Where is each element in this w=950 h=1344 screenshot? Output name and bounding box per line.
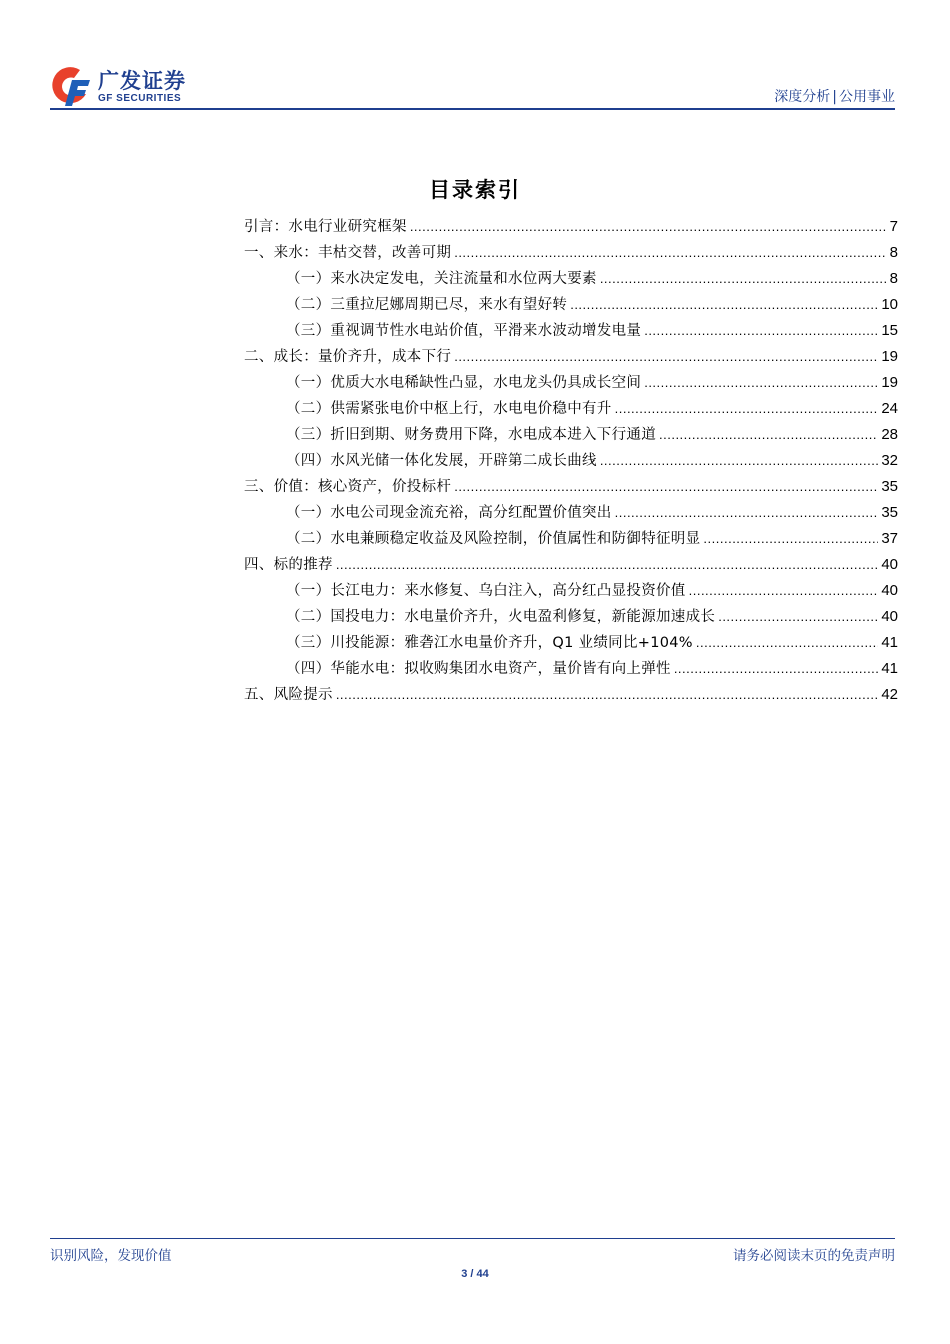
toc-leader-dots — [615, 396, 879, 422]
toc-entry-page: 19 — [881, 374, 898, 391]
toc-entry-page: 19 — [881, 348, 898, 365]
toc-entry-label: （一）长江电力：来水修复、乌白注入，高分红凸显投资价值 — [286, 583, 686, 599]
toc-entry-label: （三）折旧到期、财务费用下降，水电成本进入下行通道 — [286, 427, 656, 443]
toc-entry-label: （三）重视调节性水电站价值，平滑来水波动增发电量 — [286, 323, 642, 339]
toc-entry-label: （二）国投电力：水电量价齐升，火电盈利修复，新能源加速成长 — [286, 609, 716, 625]
toc-entry[interactable] — [244, 240, 898, 266]
toc-entry-page: 41 — [881, 660, 898, 677]
company-logo — [50, 64, 210, 108]
toc-entry-page: 41 — [881, 634, 898, 651]
toc-entry[interactable] — [244, 656, 898, 682]
toc-entry-page: 40 — [881, 556, 898, 573]
toc-entry-page: 24 — [881, 400, 898, 417]
report-sector: 公用事业 — [839, 89, 895, 105]
toc-entry-label: 一、来水：丰枯交替，改善可期 — [244, 245, 452, 261]
toc-entry[interactable] — [244, 396, 898, 422]
toc-title: 目录索引 — [429, 178, 521, 202]
toc-entry[interactable] — [244, 552, 898, 578]
toc-entry-label: （一）来水决定发电，关注流量和水位两大要素 — [286, 271, 597, 287]
toc-entry-label: （三）川投能源：雅砻江水电量价齐升，Q1 业绩同比+104% — [286, 635, 693, 651]
toc-entry-label: （二）水电兼顾稳定收益及风险控制，价值属性和防御特征明显 — [286, 531, 701, 547]
toc-entry[interactable] — [244, 682, 898, 708]
toc-entry-page: 42 — [881, 686, 898, 703]
toc-leader-dots — [703, 526, 878, 552]
toc-entry[interactable] — [244, 526, 898, 552]
toc-leader-dots — [689, 578, 879, 604]
toc-entry[interactable] — [244, 474, 898, 500]
toc-entry-label: 三、价值：核心资产，价投标杆 — [244, 479, 452, 495]
toc-leader-dots — [410, 214, 887, 240]
toc-leader-dots — [570, 292, 878, 318]
toc-entry-label: 二、成长：量价齐升，成本下行 — [244, 349, 452, 365]
page-number: 3 / 44 — [461, 1268, 489, 1280]
toc-entry[interactable] — [244, 448, 898, 474]
toc-entry-label: （二）三重拉尼娜周期已尽，来水有望好转 — [286, 297, 568, 313]
toc-leader-dots — [454, 240, 886, 266]
toc-entry-label: （四）华能水电：拟收购集团水电资产，量价皆有向上弹性 — [286, 661, 671, 677]
header-divider — [50, 108, 895, 110]
toc-leader-dots — [615, 500, 879, 526]
gf-logo-icon — [50, 64, 94, 108]
toc-entry-page: 8 — [889, 270, 898, 287]
report-type: 深度分析 — [774, 89, 831, 105]
toc-leader-dots — [718, 604, 878, 630]
toc-entry-page: 10 — [881, 296, 898, 313]
toc-entry[interactable] — [244, 500, 898, 526]
logo-name-en: GF SECURITIES — [98, 93, 182, 104]
toc-entry-page: 37 — [881, 530, 898, 547]
footer-divider — [50, 1238, 895, 1239]
report-category — [774, 86, 895, 106]
toc-entry[interactable] — [244, 604, 898, 630]
toc-entry-label: 四、标的推荐 — [244, 557, 333, 573]
toc-entry[interactable] — [244, 344, 898, 370]
toc-entry[interactable] — [244, 318, 898, 344]
toc-entry-page: 28 — [881, 426, 898, 443]
toc-entry-label: 五、风险提示 — [244, 687, 333, 703]
toc-entry-page: 35 — [881, 504, 898, 521]
toc-entry-label: （四）水风光储一体化发展，开辟第二成长曲线 — [286, 453, 597, 469]
toc-entry-label: 引言：水电行业研究框架 — [244, 219, 407, 235]
toc-entry-page: 8 — [889, 244, 898, 261]
toc-leader-dots — [454, 344, 878, 370]
toc-entry-label: （一）水电公司现金流充裕，高分红配置价值突出 — [286, 505, 612, 521]
toc-leader-dots — [674, 656, 879, 682]
toc-entry-page: 40 — [881, 582, 898, 599]
toc-leader-dots — [696, 630, 878, 656]
toc-entry-page: 32 — [881, 452, 898, 469]
toc-entry-label: （二）供需紧张电价中枢上行，水电电价稳中有升 — [286, 401, 612, 417]
toc-entry[interactable] — [244, 370, 898, 396]
toc-leader-dots — [336, 552, 879, 578]
toc-entry-page: 40 — [881, 608, 898, 625]
toc-entry-page: 7 — [889, 218, 898, 235]
toc-entry[interactable] — [244, 214, 898, 240]
toc-entry-page: 35 — [881, 478, 898, 495]
toc-entry[interactable] — [244, 292, 898, 318]
footer-slogan: 识别风险，发现价值 — [50, 1248, 172, 1264]
toc-entry[interactable] — [244, 266, 898, 292]
toc-leader-dots — [600, 266, 887, 292]
toc-leader-dots — [454, 474, 878, 500]
toc-leader-dots — [336, 682, 879, 708]
toc-leader-dots — [600, 448, 879, 474]
toc-entry[interactable] — [244, 578, 898, 604]
footer-disclaimer: 请务必阅读末页的免责声明 — [733, 1248, 895, 1264]
toc-entry-label: （一）优质大水电稀缺性凸显，水电龙头仍具成长空间 — [286, 375, 642, 391]
toc-leader-dots — [644, 318, 878, 344]
toc-entry-page: 15 — [881, 322, 898, 339]
header-separator: | — [832, 89, 837, 105]
toc-leader-dots — [659, 422, 878, 448]
toc-entry[interactable] — [244, 422, 898, 448]
toc-entry[interactable] — [244, 630, 898, 656]
logo-name-cn: 广发证券 — [98, 69, 186, 93]
toc-leader-dots — [644, 370, 878, 396]
table-of-contents — [244, 214, 898, 708]
